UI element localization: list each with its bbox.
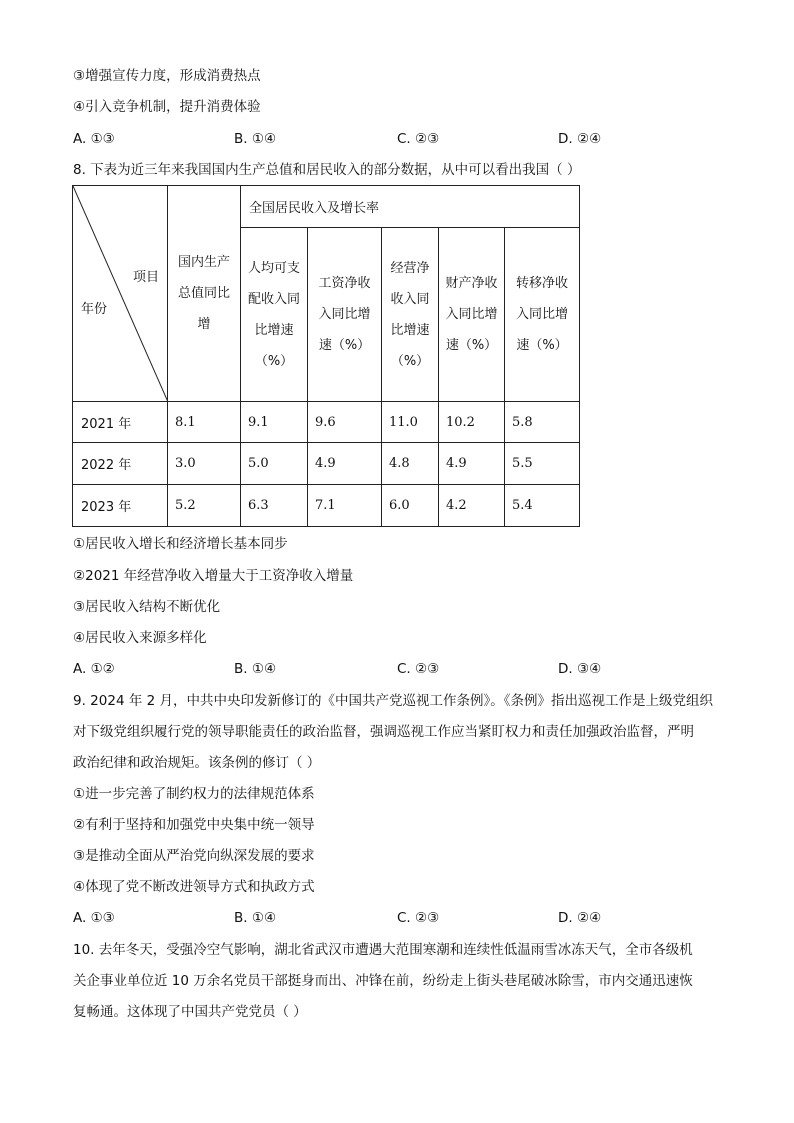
row-year: 2021 年 [73,402,168,443]
q7-choice-a: A. ①③ [73,131,115,147]
cell-value: 7.1 [308,485,382,527]
cell-value: 4.2 [439,485,505,527]
q8-choice-d: D. ③④ [558,661,602,677]
cell-value: 3.0 [168,443,241,485]
q8-choice-b: B. ①④ [234,661,277,677]
cell-value: 11.0 [382,402,439,443]
q9-stem-line-1: 9. 2024 年 2 月，中共中央印发新修订的《中国共产党巡视工作条例》。《条例》指出巡视工作是上级党组织 [73,693,713,709]
cell-value: 4.9 [439,443,505,485]
cell-value: 6.0 [382,485,439,527]
cell-value: 5.8 [505,402,580,443]
q10-stem-line-1: 10. 去年冬天，受强冷空气影响，湖北省武汉市遭遇大范围寒潮和连续性低温雨雪冰冻天气，全市各级机 [73,942,693,958]
cell-value: 6.3 [241,485,308,527]
sub-header-transfer: 转移净收入同比增速（%） [505,228,580,402]
q7-statement-4: ④引入竞争机制，提升消费体验 [73,99,261,115]
diagonal-line-icon [73,186,168,402]
sub-header-property: 财产净收入同比增速（%） [439,228,505,402]
q7-choices [73,129,633,149]
income-data-table [72,185,580,527]
q8-stem: 8. 下表为近三年来我国国内生产总值和居民收入的部分数据，从中可以看出我国（ ） [73,162,581,178]
table-corner-cell [73,186,168,402]
cell-value: 9.6 [308,402,382,443]
q8-statement-3: ③居民收入结构不断优化 [73,599,221,615]
q10-stem-line-2: 关企事业单位近 10 万余名党员干部挺身而出、冲锋在前，纷纷走上街头巷尾破冰除雪，市内交通迅速恢 [73,973,693,989]
q9-choices [73,908,633,928]
cell-value: 4.8 [382,443,439,485]
q9-statement-4: ④体现了党不断改进领导方式和执政方式 [73,879,315,895]
q9-choice-a: A. ①③ [73,910,115,926]
q9-statement-2: ②有利于坚持和加强党中央集中统一领导 [73,817,315,833]
income-group-header: 全国居民收入及增长率 [241,186,580,228]
corner-item-label: 项目 [132,270,159,285]
cell-value: 5.5 [505,443,580,485]
row-year: 2022 年 [73,443,168,485]
table-row [73,402,580,443]
q8-choice-c: C. ②③ [397,661,440,677]
corner-year-label: 年份 [81,302,108,317]
sub-header-disposable: 人均可支配收入同比增速（%） [241,228,308,402]
cell-value: 5.2 [168,485,241,527]
q8-statement-4: ④居民收入来源多样化 [73,630,207,646]
q7-statement-3: ③增强宣传力度，形成消费热点 [73,68,261,84]
q8-statement-2: ②2021 年经营净收入增量大于工资净收入增量 [73,568,354,584]
cell-value: 9.1 [241,402,308,443]
q9-choice-c: C. ②③ [397,910,440,926]
table-row [73,485,580,527]
q7-choice-d: D. ②④ [558,131,602,147]
sub-header-business: 经营净收入同比增速（%） [382,228,439,402]
q7-choice-b: B. ①④ [234,131,277,147]
q8-statement-1: ①居民收入增长和经济增长基本同步 [73,536,288,552]
q9-statement-1: ①进一步完善了制约权力的法律规范体系 [73,786,315,802]
q9-stem-line-2: 对下级党组织履行党的领导职能责任的政治监督，强调巡视工作应当紧盯权力和责任加强政治监督，严明 [73,724,694,740]
gdp-header: 国内生产总值同比增 [168,186,241,402]
q9-choice-b: B. ①④ [234,910,277,926]
q7-choice-c: C. ②③ [397,131,440,147]
q8-choice-a: A. ①② [73,661,115,677]
sub-header-wage: 工资净收入同比增速（%） [308,228,382,402]
cell-value: 10.2 [439,402,505,443]
row-year: 2023 年 [73,485,168,527]
q8-choices [73,659,633,679]
q9-choice-d: D. ②④ [558,910,602,926]
cell-value: 5.4 [505,485,580,527]
cell-value: 8.1 [168,402,241,443]
cell-value: 5.0 [241,443,308,485]
cell-value: 4.9 [308,443,382,485]
table-row [73,443,580,485]
q9-stem-line-3: 政治纪律和政治规矩。该条例的修订（ ） [73,755,321,771]
q10-stem-line-3: 复畅通。这体现了中国共产党党员（ ） [73,1004,307,1020]
q9-statement-3: ③是推动全面从严治党向纵深发展的要求 [73,848,315,864]
